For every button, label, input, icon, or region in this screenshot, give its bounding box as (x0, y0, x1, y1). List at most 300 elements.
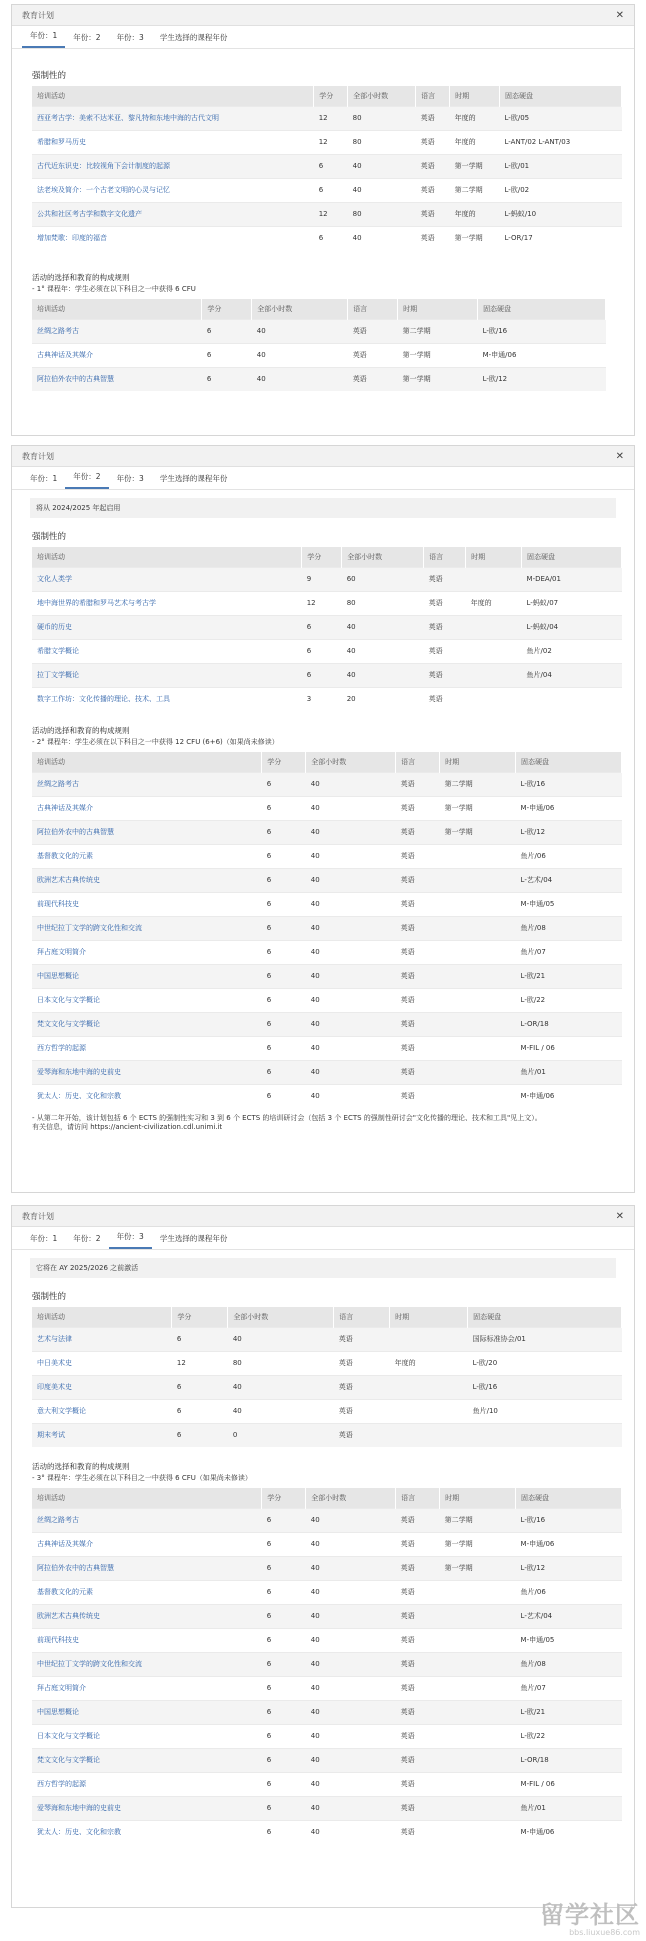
table-cell: 6 (262, 1508, 306, 1532)
table-cell: 6 (262, 1036, 306, 1060)
table-cell: 40 (228, 1375, 334, 1399)
close-icon[interactable]: ✕ (615, 9, 624, 21)
table-cell (440, 892, 516, 916)
table-cell (440, 1628, 516, 1652)
table-cell: 6 (262, 820, 306, 844)
table-cell: 40 (342, 615, 424, 639)
table-row (32, 868, 622, 892)
tab-student-choice[interactable]: 学生选择的课程年份 (159, 1234, 228, 1243)
table-cell: 12 (314, 130, 348, 154)
table-header-row (32, 1488, 622, 1508)
table-row (32, 1604, 622, 1628)
table-cell: 第二学期 (440, 772, 516, 796)
table-cell (390, 1327, 468, 1351)
table-cell (466, 615, 522, 639)
mandatory-title: 强制性的 (32, 532, 67, 542)
panel-header (12, 446, 634, 467)
table-cell (440, 1820, 516, 1844)
table-row (32, 940, 622, 964)
table-cell: L-欧/16 (478, 319, 606, 343)
course-link[interactable]: 西方哲学的起源 (32, 1036, 262, 1060)
table-cell: 6 (302, 615, 342, 639)
table-row (32, 772, 622, 796)
table-cell: L-OR/17 (500, 226, 622, 250)
table-cell: 40 (306, 868, 396, 892)
col-header: 时期 (390, 1307, 468, 1327)
table-cell: 英语 (396, 1604, 440, 1628)
table-cell: 40 (252, 343, 348, 367)
table-cell: 国际标准协会/01 (468, 1327, 622, 1351)
table-cell: 英语 (334, 1399, 390, 1423)
course-link[interactable]: 基督教文化的元素 (32, 844, 262, 868)
table-row (32, 964, 622, 988)
table-header-row (32, 752, 622, 772)
course-link[interactable]: 法老埃及简介：一个古老文明的心灵与记忆 (32, 178, 314, 202)
col-header: 固态硬盘 (516, 1488, 622, 1508)
col-header: 语言 (396, 752, 440, 772)
table-cell: 40 (348, 154, 416, 178)
course-link[interactable]: 艺术与法律 (32, 1327, 172, 1351)
course-link[interactable]: 梵文文化与文学概论 (32, 1748, 262, 1772)
table-cell (440, 988, 516, 1012)
table-cell: 英语 (416, 154, 450, 178)
mandatory-table (32, 547, 622, 711)
table-cell: L-欧/21 (516, 964, 622, 988)
course-link[interactable]: 日本文化与文学概论 (32, 1724, 262, 1748)
table-cell: 英语 (396, 1556, 440, 1580)
table-cell: L-欧/16 (468, 1375, 622, 1399)
table-cell: 英语 (348, 343, 398, 367)
table-cell: 40 (342, 639, 424, 663)
course-link[interactable]: 期末考试 (32, 1423, 172, 1447)
table-cell (440, 1604, 516, 1628)
table-cell: 40 (306, 1012, 396, 1036)
table-cell: 第一学期 (450, 154, 500, 178)
course-link[interactable]: 前现代科技史 (32, 1628, 262, 1652)
tab-year-2[interactable]: 年份：2 (73, 1234, 101, 1243)
table-row (32, 591, 622, 615)
table-cell: 第一学期 (440, 820, 516, 844)
mandatory-rows (32, 567, 622, 711)
table-row (32, 154, 622, 178)
table-cell (522, 687, 622, 711)
table-row (32, 1580, 622, 1604)
table-row (32, 1556, 622, 1580)
table-cell: 英语 (396, 916, 440, 940)
course-link[interactable]: 增加梵歌：印度的福音 (32, 226, 314, 250)
table-cell (440, 1012, 516, 1036)
table-cell: 第一学期 (398, 367, 478, 391)
course-link[interactable]: 丝绸之路考古 (32, 1508, 262, 1532)
col-header: 学分 (262, 752, 306, 772)
table-cell (440, 1652, 516, 1676)
table-cell: 第一学期 (440, 1532, 516, 1556)
table-cell: M-申通/06 (516, 1532, 622, 1556)
course-link[interactable]: 拜占庭文明简介 (32, 1676, 262, 1700)
table-cell (440, 868, 516, 892)
table-cell (390, 1399, 468, 1423)
table-cell: 第一学期 (440, 796, 516, 820)
table-cell: 英语 (424, 639, 466, 663)
course-link[interactable]: 梵文文化与文学概论 (32, 1012, 262, 1036)
tab-year-1[interactable]: 年份：1 (30, 1234, 58, 1243)
table-cell (440, 1700, 516, 1724)
table-cell: 6 (314, 154, 348, 178)
watermark-text: 留学社区 (540, 1901, 640, 1929)
table-cell: 英语 (396, 1700, 440, 1724)
elective-desc: - 1° 课程年：学生必须在以下科目之一中获得 6 CFU (32, 285, 196, 293)
col-header: 培训活动 (32, 547, 302, 567)
mandatory-title: 强制性的 (32, 1292, 67, 1302)
table-row (32, 367, 606, 391)
panel-title: 教育计划 (22, 1211, 54, 1221)
table-cell: 英语 (416, 178, 450, 202)
table-cell: 40 (306, 1724, 396, 1748)
table-cell: 6 (262, 1604, 306, 1628)
course-link[interactable]: 数字工作坊：文化传播的理论、技术、工具 (32, 687, 302, 711)
col-header: 固态硬盘 (500, 86, 622, 106)
course-link[interactable]: 丝绸之路考古 (32, 319, 202, 343)
table-cell: L-OR/18 (516, 1748, 622, 1772)
elective-table (32, 1488, 622, 1844)
table-cell: 12 (314, 202, 348, 226)
course-link[interactable]: 公共和社区考古学和数字文化遗产 (32, 202, 314, 226)
table-cell (440, 1748, 516, 1772)
col-header: 时期 (440, 752, 516, 772)
table-cell: 6 (172, 1399, 228, 1423)
course-link[interactable]: 中世纪拉丁文学的跨文化性和交流 (32, 1652, 262, 1676)
table-cell: 6 (262, 1012, 306, 1036)
table-cell: 9 (302, 567, 342, 591)
table-cell: 40 (306, 1820, 396, 1844)
col-header: 语言 (348, 299, 398, 319)
table-cell: 英语 (396, 1652, 440, 1676)
table-cell: 第一学期 (450, 226, 500, 250)
table-cell (440, 1084, 516, 1108)
table-cell: 英语 (396, 1060, 440, 1084)
table-cell: 40 (306, 1532, 396, 1556)
table-cell: 鱼片/02 (522, 639, 622, 663)
table-cell: 12 (314, 106, 348, 130)
course-link[interactable]: 日本文化与文学概论 (32, 988, 262, 1012)
course-link[interactable]: 西方哲学的起源 (32, 1772, 262, 1796)
table-cell: 40 (306, 1772, 396, 1796)
table-row (32, 1772, 622, 1796)
table-cell (466, 639, 522, 663)
table-cell: 40 (306, 1604, 396, 1628)
col-header: 学分 (302, 547, 342, 567)
table-cell: 英语 (334, 1327, 390, 1351)
table-cell: 鱼片/08 (516, 1652, 622, 1676)
table-cell: 6 (202, 319, 252, 343)
table-cell: 英语 (334, 1423, 390, 1447)
course-link[interactable]: 古典神话及其媒介 (32, 343, 202, 367)
table-row (32, 1084, 622, 1108)
table-cell: 英语 (424, 663, 466, 687)
table-cell: 6 (262, 844, 306, 868)
close-icon[interactable]: ✕ (615, 1210, 624, 1222)
table-cell: 6 (262, 1724, 306, 1748)
table-cell: 英语 (396, 1580, 440, 1604)
table-cell: M-申通/06 (516, 1084, 622, 1108)
table-cell: 6 (302, 639, 342, 663)
tab-year-2[interactable]: 年份：2 (73, 33, 101, 42)
col-header: 语言 (396, 1488, 440, 1508)
table-cell (466, 663, 522, 687)
table-cell: 鱼片/06 (516, 1580, 622, 1604)
table-cell: 英语 (424, 615, 466, 639)
table-cell: 6 (262, 1676, 306, 1700)
table-cell: 40 (306, 1084, 396, 1108)
course-link[interactable]: 文化人类学 (32, 567, 302, 591)
table-row (32, 1508, 622, 1532)
table-row (32, 178, 622, 202)
table-cell (440, 1580, 516, 1604)
table-cell: 英语 (396, 772, 440, 796)
table-cell: L-欧/01 (500, 154, 622, 178)
table-row (32, 1676, 622, 1700)
table-row (32, 1327, 622, 1351)
table-cell (440, 1724, 516, 1748)
course-link[interactable]: 中国思想概论 (32, 1700, 262, 1724)
course-link[interactable]: 前现代科技史 (32, 892, 262, 916)
course-link[interactable]: 意大利文学概论 (32, 1399, 172, 1423)
table-cell: 英语 (396, 1084, 440, 1108)
course-link[interactable]: 中世纪拉丁文学的跨文化性和交流 (32, 916, 262, 940)
table-cell: L-ANT/02 L-ANT/03 (500, 130, 622, 154)
col-header: 学分 (202, 299, 252, 319)
course-link[interactable]: 爱琴海和东地中海的史前史 (32, 1796, 262, 1820)
elective-desc: - 3° 课程年：学生必须在以下科目之一中获得 6 CFU（如果尚未修读） (32, 1474, 252, 1482)
table-cell: 60 (342, 567, 424, 591)
table-cell: 英语 (396, 1508, 440, 1532)
table-cell: M-FIL / 06 (516, 1772, 622, 1796)
course-link[interactable]: 丝绸之路考古 (32, 772, 262, 796)
table-row (32, 1399, 622, 1423)
table-cell: 6 (262, 1628, 306, 1652)
course-link[interactable]: 欧洲艺术古典传统史 (32, 868, 262, 892)
education-plan-panel-year3 (11, 1205, 635, 1908)
col-header: 固态硬盘 (468, 1307, 622, 1327)
year-tabs (12, 29, 634, 49)
table-cell: 英语 (396, 1724, 440, 1748)
table-cell: 40 (306, 1628, 396, 1652)
col-header: 时期 (440, 1488, 516, 1508)
table-row (32, 1700, 622, 1724)
col-header: 时期 (466, 547, 522, 567)
col-header: 时期 (398, 299, 478, 319)
table-cell (440, 1676, 516, 1700)
education-plan-panel-year2 (11, 445, 635, 1193)
table-cell: 40 (348, 226, 416, 250)
elective-rows (32, 772, 622, 1108)
table-cell: 40 (306, 1036, 396, 1060)
table-cell: M-DEA/01 (522, 567, 622, 591)
table-row (32, 639, 622, 663)
table-cell: 英语 (396, 964, 440, 988)
table-row (32, 1820, 622, 1844)
col-header: 全部小时数 (342, 547, 424, 567)
course-link[interactable]: 中日美术史 (32, 1351, 172, 1375)
table-cell: L-欧/22 (516, 988, 622, 1012)
footnote-info: 有关信息，请访问 https://ancient-civilization.cdl.unimi.it (32, 1123, 223, 1131)
table-cell: 年度的 (450, 202, 500, 226)
course-link[interactable]: 西亚考古学：美索不达米亚、黎凡特和东地中海的古代文明 (32, 106, 314, 130)
course-link[interactable]: 拉丁文学概论 (32, 663, 302, 687)
course-link[interactable]: 古典神话及其媒介 (32, 1532, 262, 1556)
table-cell: 英语 (396, 796, 440, 820)
tab-student-choice[interactable]: 学生选择的课程年份 (159, 33, 228, 42)
panel-header (12, 5, 634, 26)
elective-title: 活动的选择和教育的构成规则 (32, 273, 130, 282)
tab-year-1[interactable]: 年份：1 (22, 30, 65, 48)
close-icon[interactable]: ✕ (615, 450, 624, 462)
table-cell: M-申通/06 (478, 343, 606, 367)
tab-year-3[interactable]: 年份：3 (116, 33, 144, 42)
table-cell: 40 (306, 1556, 396, 1580)
course-link[interactable]: 基督教文化的元素 (32, 1580, 262, 1604)
course-link[interactable]: 阿拉伯外农中的古典智慧 (32, 820, 262, 844)
table-cell: 6 (172, 1375, 228, 1399)
year-tabs (12, 470, 634, 490)
table-cell: 6 (262, 772, 306, 796)
col-header: 培训活动 (32, 299, 202, 319)
table-cell: L-欧/20 (468, 1351, 622, 1375)
course-link[interactable]: 希腊文学概论 (32, 639, 302, 663)
table-cell (440, 964, 516, 988)
table-cell: 英语 (416, 202, 450, 226)
panel-header (12, 1206, 634, 1227)
table-cell: 40 (228, 1327, 334, 1351)
table-cell: 年度的 (450, 130, 500, 154)
course-link[interactable]: 阿拉伯外农中的古典智慧 (32, 367, 202, 391)
table-cell: 英语 (334, 1375, 390, 1399)
course-link[interactable]: 古典神话及其媒介 (32, 796, 262, 820)
course-link[interactable]: 爱琴海和东地中海的史前史 (32, 1060, 262, 1084)
col-header: 固态硬盘 (522, 547, 622, 567)
table-cell: 40 (306, 916, 396, 940)
table-cell: L-欧/16 (516, 1508, 622, 1532)
activation-notice: 它将在 AY 2025/2026 之前激活 (30, 1258, 616, 1278)
table-cell: L-欧/22 (516, 1724, 622, 1748)
table-cell: L-蚂蚁/10 (500, 202, 622, 226)
table-cell (440, 916, 516, 940)
table-cell: 6 (262, 1060, 306, 1084)
table-cell: 英语 (396, 1532, 440, 1556)
course-link[interactable]: 犹太人：历史、文化和宗教 (32, 1820, 262, 1844)
table-row (32, 1012, 622, 1036)
table-cell: 40 (306, 1508, 396, 1532)
tab-year-3[interactable]: 年份：3 (116, 474, 144, 483)
col-header: 全部小时数 (306, 752, 396, 772)
table-cell: M-申通/06 (516, 796, 622, 820)
table-cell: 6 (262, 964, 306, 988)
table-cell: L-艺术/04 (516, 1604, 622, 1628)
table-cell: 80 (342, 591, 424, 615)
col-header: 固态硬盘 (516, 752, 622, 772)
footnote: - 从第二年开始，该计划包括 6 个 ECTS 的强制性实习和 3 到 6 个 ECTS 的培训研讨会（包括 3 个 ECTS 的强制性研讨会"文化传播的理论、技术和工具"见上文）。 (32, 1114, 542, 1122)
col-header: 学分 (262, 1488, 306, 1508)
elective-rows (32, 319, 606, 391)
table-row (32, 567, 622, 591)
table-row (32, 1652, 622, 1676)
elective-table (32, 299, 606, 391)
col-header: 语言 (424, 547, 466, 567)
table-row (32, 1375, 622, 1399)
table-cell: 6 (202, 367, 252, 391)
table-row (32, 343, 606, 367)
table-row (32, 1036, 622, 1060)
course-link[interactable]: 古代近东识史：比较视角下会计制度的起源 (32, 154, 314, 178)
table-cell: 0 (228, 1423, 334, 1447)
table-row (32, 687, 622, 711)
table-cell: 6 (262, 796, 306, 820)
table-cell: 英语 (396, 988, 440, 1012)
table-cell: 6 (262, 1796, 306, 1820)
table-cell: 鱼片/06 (516, 844, 622, 868)
table-cell: 6 (202, 343, 252, 367)
course-link[interactable]: 犹太人：历史、文化和宗教 (32, 1084, 262, 1108)
table-cell: 英语 (416, 130, 450, 154)
table-cell: L-蚂蚁/04 (522, 615, 622, 639)
table-row (32, 1060, 622, 1084)
table-row (32, 1796, 622, 1820)
course-link[interactable]: 硬币的历史 (32, 615, 302, 639)
course-link[interactable]: 印度美术史 (32, 1375, 172, 1399)
col-header: 全部小时数 (252, 299, 348, 319)
mandatory-table (32, 1307, 622, 1447)
table-cell: 6 (172, 1423, 228, 1447)
table-cell: 6 (262, 1084, 306, 1108)
table-cell: 40 (348, 178, 416, 202)
table-cell: 第二学期 (398, 319, 478, 343)
col-header: 时期 (450, 86, 500, 106)
table-cell: 英语 (396, 1748, 440, 1772)
tab-year-1[interactable]: 年份：1 (30, 474, 58, 483)
table-cell: 年度的 (390, 1351, 468, 1375)
table-cell: 12 (302, 591, 342, 615)
col-header: 培训活动 (32, 1488, 262, 1508)
table-cell: 80 (348, 202, 416, 226)
tab-student-choice[interactable]: 学生选择的课程年份 (159, 474, 228, 483)
table-header-row (32, 547, 622, 567)
table-cell: 40 (306, 844, 396, 868)
tab-year-3[interactable]: 年份：3 (109, 1231, 152, 1249)
table-cell: M-申通/05 (516, 1628, 622, 1652)
course-link[interactable]: 希腊和罗马历史 (32, 130, 314, 154)
table-header-row (32, 1307, 622, 1327)
course-link[interactable]: 地中海世界的希腊和罗马艺术与考古学 (32, 591, 302, 615)
table-row (32, 202, 622, 226)
elective-desc: - 2° 课程年：学生必须在以下科目之一中获得 12 CFU (6+6)（如果尚未修读） (32, 738, 279, 746)
table-cell (466, 687, 522, 711)
course-link[interactable]: 欧洲艺术古典传统史 (32, 1604, 262, 1628)
table-cell (468, 1423, 622, 1447)
table-cell: 6 (262, 1748, 306, 1772)
table-cell: 年度的 (466, 591, 522, 615)
table-cell: L-欧/12 (516, 1556, 622, 1580)
table-cell: 第二学期 (450, 178, 500, 202)
table-cell: L-欧/16 (516, 772, 622, 796)
course-link[interactable]: 中国思想概论 (32, 964, 262, 988)
table-row (32, 1423, 622, 1447)
course-link[interactable]: 阿拉伯外农中的古典智慧 (32, 1556, 262, 1580)
course-link[interactable]: 拜占庭文明简介 (32, 940, 262, 964)
table-row (32, 1532, 622, 1556)
col-header: 培训活动 (32, 752, 262, 772)
tab-year-2[interactable]: 年份：2 (65, 471, 108, 489)
table-cell: 40 (306, 892, 396, 916)
